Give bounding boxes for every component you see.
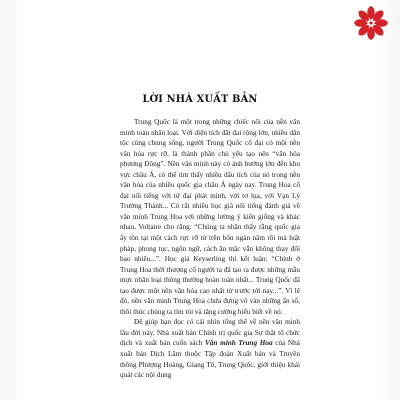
paragraph-2: [120, 317, 300, 380]
paragraph-2-text-start: Để giúp bạn đọc có cái nhìn tổng thể về nền văn minh lâu đời này, Nhà xuất bản Chính trị quốc gia Sự thật tổ chức dịch và xuất bản cuốn sách: [120, 318, 300, 348]
book-title: Văn minh Trung Hoa: [204, 339, 273, 348]
paragraph-2-text-end: của Nhà xuất bản Dịch Lâm thuộc Tập đoàn Xuất bản và Truyền thông Phượng Hoàng, Giang Tô, Trung Quốc, giới thiệu khái quát các nội dung: [120, 339, 300, 380]
decorative-flower-icon: [351, 3, 391, 43]
paragraph-1: Trung Quốc là một trong những chiếc nôi của nền văn minh toàn nhân loại. Với diện tích đất đai rộng lớn, nhiều dân tộc cùng chung sống, người Trung Quốc cổ đại có một nền văn hóa rực rỡ, là thành phần chủ yếu tạo nên “văn hóa phương Đông”. Nền văn minh này có ảnh hưởng lớn đến khu vực châu Á, có thể tìm thấy nhiều dấu tích của nó trong nền văn hóa của nhiều quốc gia châu Á ngày nay. Trung Hoa cổ đại nổi tiếng với tứ đại phát minh, với tơ lụa, với Vạn Lý Trường Thành... Có rất nhiều học giả nổi tiếng đánh giá về văn minh Trung Hoa với những lường ý kiến giống và khác nhau, Voltaire cho rằng: “Chúng ta nhận thấy rằng quốc gia ấy tồn tại một cách rực rỡ từ trên bốn ngàn năm rồi mà luật pháp, phong tục, ngôn ngữ, cách ăn mặc vẫn không thay đổi bao nhiêu...”. Học giả Keyserling thì kết luận: “Chính ở Trung Hoa thời thượng cổ người ta đã tạo ra được những mẫu mực nhân loại thông thường hoàn toàn nhất... Trung Quốc đã tạo được một nền văn hóa cao nhất từ trước tới nay...”. Vì lẽ đó, nền văn minh Trung Hoa chứa đựng vô vàn những ẩn số, thôi thúc chúng ta tìm tòi và tăng cường hiểu biết về nó.: [120, 118, 300, 316]
page-heading: LỜI NHÀ XUẤT BẢN: [142, 94, 258, 105]
body-text: [120, 117, 300, 381]
